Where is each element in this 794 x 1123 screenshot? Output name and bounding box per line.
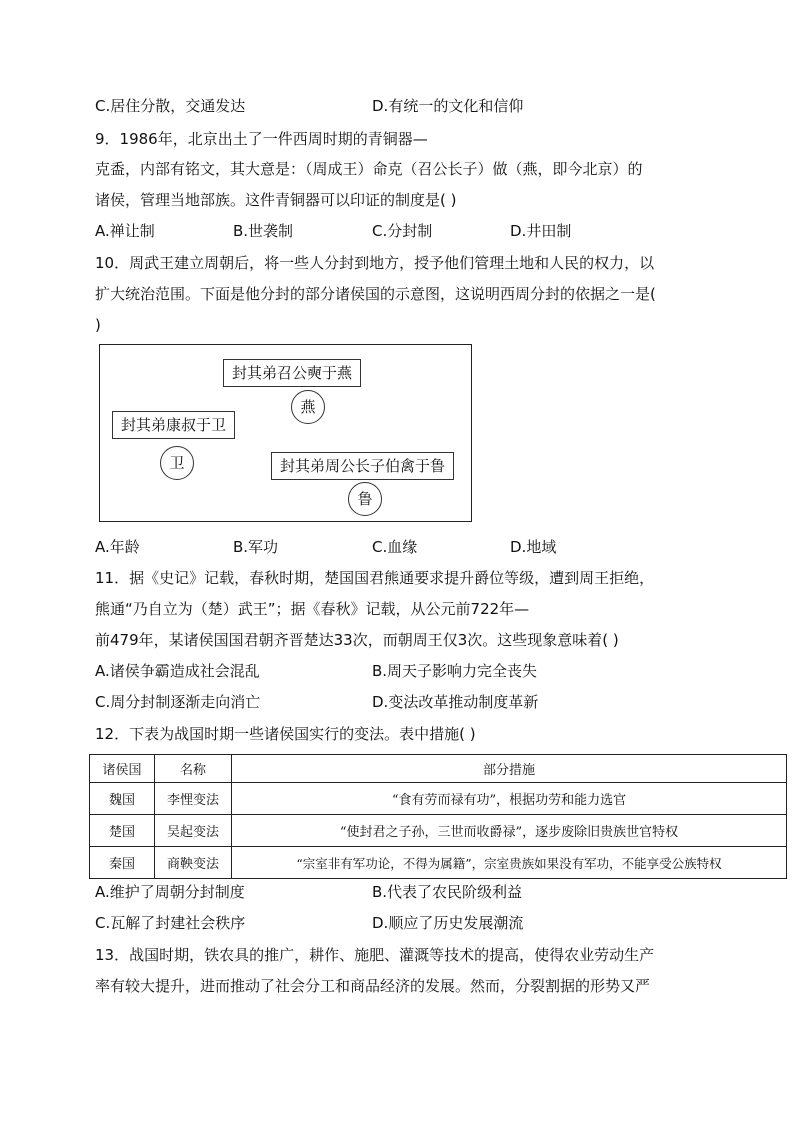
diagram-box-yan: 封其弟召公奭于燕 bbox=[223, 359, 361, 387]
table-row bbox=[90, 847, 787, 879]
q12-stem: 12．下表为战国时期一些诸侯国实行的变法。表中措施( ) bbox=[95, 725, 476, 743]
q9-stem-line-2: 克盉，内部有铭文，其大意是：（周成王）命克（召公长子）做（燕，即今北京）的 bbox=[95, 160, 643, 178]
fengjian-diagram bbox=[99, 344, 472, 522]
table-header-row bbox=[90, 755, 787, 783]
q10-stem-line-3: ) bbox=[95, 316, 101, 334]
q9-stem-line-3: 诸侯，管理当地部族。这件青铜器可以印证的制度是( ) bbox=[95, 191, 457, 209]
q9-option-d: D.井田制 bbox=[510, 222, 572, 240]
table-cell: 楚国 bbox=[90, 815, 155, 847]
table-cell: “使封君之子孙，三世而收爵禄”，逐步废除旧贵族世官特权 bbox=[232, 815, 787, 847]
q11-option-a: A.诸侯争霸造成社会混乱 bbox=[95, 662, 260, 680]
q13-stem-line-2: 率有较大提升，进而推动了社会分工和商品经济的发展。然而，分裂割据的形势又严 bbox=[95, 977, 651, 995]
table-cell: “食有劳而禄有功”，根据功劳和能力选官 bbox=[232, 783, 787, 815]
q8-option-d: D.有统一的文化和信仰 bbox=[372, 97, 524, 115]
q10-option-d: D.地域 bbox=[510, 538, 557, 556]
q10-option-c: C.血缘 bbox=[372, 538, 418, 556]
q11-option-c: C.周分封制逐渐走向消亡 bbox=[95, 693, 261, 711]
table-cell: “宗室非有军功论，不得为属籍”，宗室贵族如果没有军功，不能享受公族特权 bbox=[232, 847, 787, 879]
q11-option-d: D.变法改革推动制度革新 bbox=[372, 693, 539, 711]
diagram-box-wei: 封其弟康叔于卫 bbox=[112, 411, 235, 439]
diagram-box-lu: 封其弟周公长子伯禽于鲁 bbox=[271, 452, 454, 480]
q8-option-c: C.居住分散，交通发达 bbox=[95, 97, 246, 115]
q9-option-a: A.禅让制 bbox=[95, 222, 155, 240]
table-cell: 魏国 bbox=[90, 783, 155, 815]
table-row bbox=[90, 783, 787, 815]
q11-option-b: B.周天子影响力完全丧失 bbox=[372, 662, 538, 680]
q10-stem-line-1: 10．周武王建立周朝后，将一些人分封到地方，授予他们管理土地和人民的权力，以 bbox=[95, 254, 655, 272]
q9-option-b: B.世袭制 bbox=[233, 222, 294, 240]
diagram-circle-yan: 燕 bbox=[291, 390, 325, 424]
q9-option-c: C.分封制 bbox=[372, 222, 433, 240]
q11-stem-line-3: 前479年，某诸侯国国君朝齐晋楚达33次，而朝周王仅3次。这些现象意味着( ) bbox=[95, 631, 619, 649]
q12-option-b: B.代表了农民阶级利益 bbox=[372, 883, 523, 901]
table-cell: 商鞅变法 bbox=[155, 847, 232, 879]
q12-option-d: D.顺应了历史发展潮流 bbox=[372, 914, 524, 932]
q11-stem-line-2: 熊通“乃自立为（楚）武王”；据《春秋》记载，从公元前722年— bbox=[95, 600, 530, 618]
q11-stem-line-1: 11．据《史记》记载，春秋时期，楚国国君熊通要求提升爵位等级，遭到周王拒绝， bbox=[95, 569, 655, 587]
q10-stem-line-2: 扩大统治范围。下面是他分封的部分诸侯国的示意图，这说明西周分封的依据之一是( bbox=[95, 285, 656, 303]
reform-table bbox=[89, 754, 787, 879]
diagram-circle-lu: 鲁 bbox=[348, 482, 382, 516]
q12-option-a: A.维护了周朝分封制度 bbox=[95, 883, 245, 901]
table-header-cell: 部分措施 bbox=[232, 755, 787, 783]
q9-stem-line-1: 9．1986年，北京出土了一件西周时期的青铜器— bbox=[95, 130, 428, 148]
q13-stem-line-1: 13．战国时期，铁农具的推广，耕作、施肥、灌溉等技术的提高，使得农业劳动生产 bbox=[95, 946, 655, 964]
q10-option-b: B.军功 bbox=[233, 538, 279, 556]
table-header-cell: 名称 bbox=[155, 755, 232, 783]
diagram-circle-wei: 卫 bbox=[160, 446, 194, 480]
table-cell: 李悝变法 bbox=[155, 783, 232, 815]
table-cell: 秦国 bbox=[90, 847, 155, 879]
q12-option-c: C.瓦解了封建社会秩序 bbox=[95, 914, 246, 932]
q10-option-a: A.年龄 bbox=[95, 538, 140, 556]
table-header-cell: 诸侯国 bbox=[90, 755, 155, 783]
table-row bbox=[90, 815, 787, 847]
table-cell: 吴起变法 bbox=[155, 815, 232, 847]
